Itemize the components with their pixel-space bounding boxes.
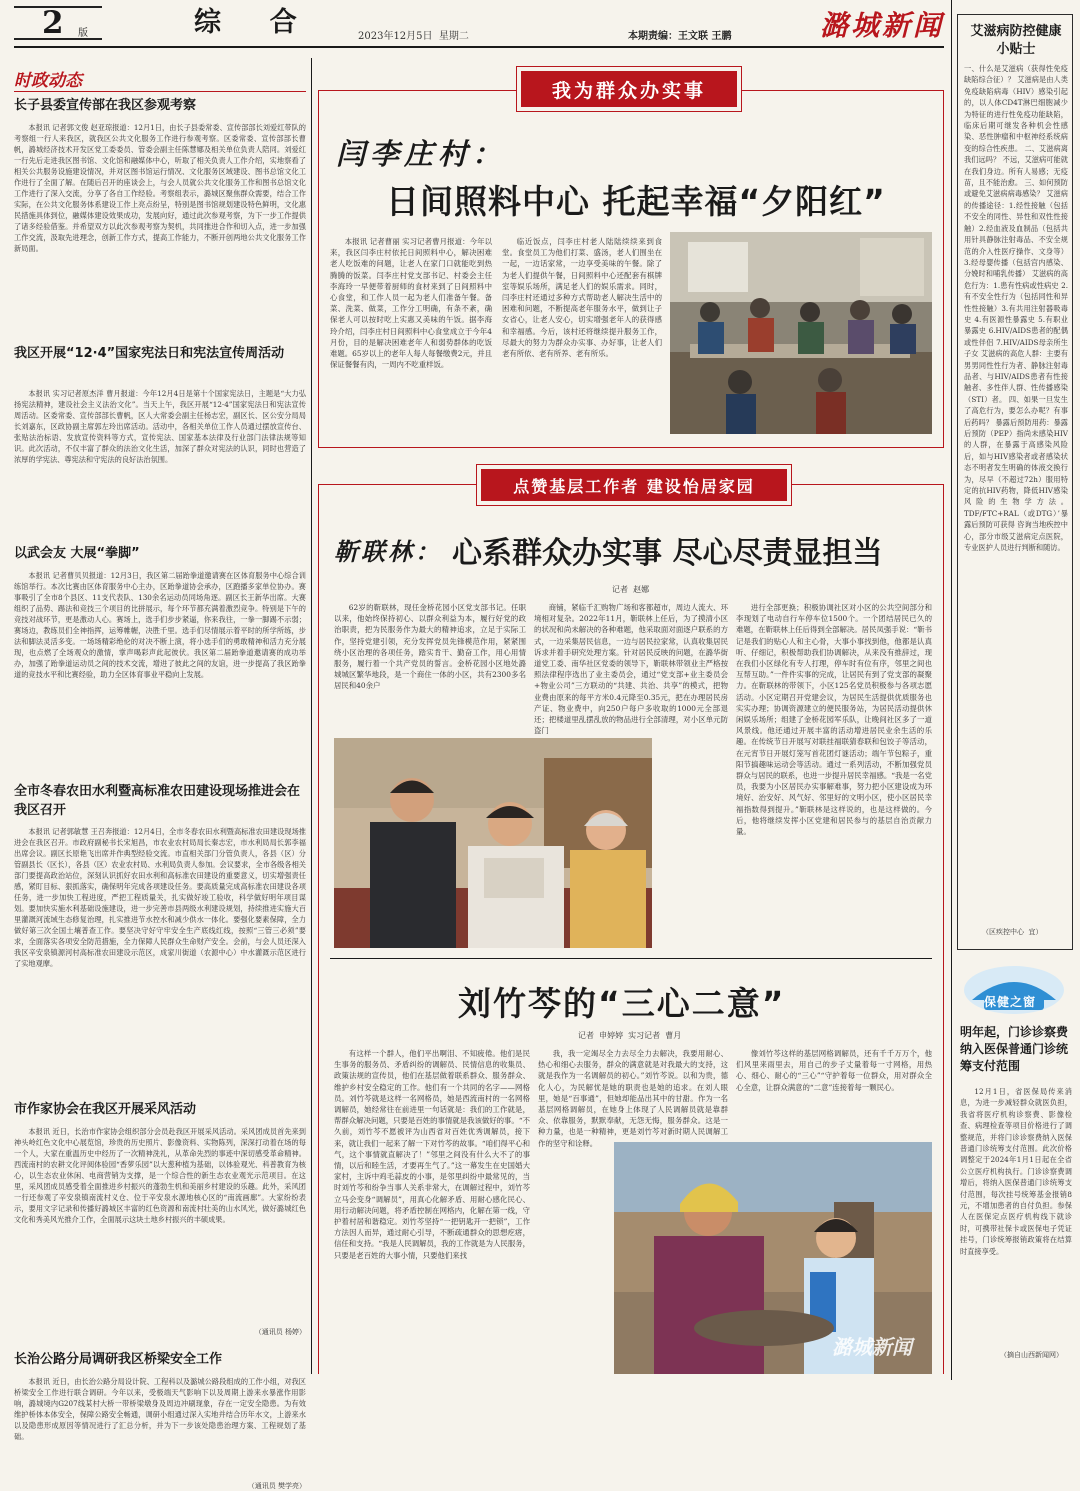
left-article-body: 本报讯 记者郭文俊 赵亚琼报道：12月1日，由长子县委常委、宣传部部长刘爱红带队的考察组一行人来我区，就我区公共文化服务工作进行参观考察。区委常委、宣传部部长曹帆，潞城经济技术开发区党工委委员、管委会副主任陈慧娜及相关单位负责人陪同。刘爱红一行先后走进我区图书馆、文化馆和融媒体中心，听取了相关负责人工作介绍，实地察看了相关公共服务设施建设情况，并对区图书馆运行情况、文化服务区域建设、图书总馆文化工作进行了全面了解。在随后召开的座谈会上，与会人员就公共文化服务工作和图书总馆文化工作进行了深入交流，分享了各自工作经验。考察组表示，潞城区聚焦群众需要，结合工作实际，在公共文化服务体系建设工作上亮点纷呈，特别是图书馆规划建设特色鲜明，文化惠民措施具体到位，融媒体建设效果成功，发展向好，通过此次参观考察，为下一步工作提供了诸多经验借鉴。并希望双方以此次参观考察为契机，共同推进合作和切入点，进一步加强工作交流，汲取先进理念，创新工作方式，提高工作能力，不断开创两地公共文化服务工作新局面。	[14, 123, 306, 253]
article-liuzhuqin-col3: 像刘竹芩这样的基层网格调解员，还有千千万万个，他们风里来雨里去，用自己的步子丈量着每一寸网格，用热心、细心、耐心的“三心”“守护着每一位群众，用对群众全心全意，让群众满意的“二意”连接着每一颗民心。	[736, 1049, 932, 1092]
left-article-title: 全市冬春农田水利暨高标准农田建设现场推进会在我区召开	[14, 784, 301, 818]
section-title: 综 合	[194, 7, 307, 38]
masthead-rule	[14, 46, 944, 48]
left-article	[14, 1100, 306, 1337]
article-jinlianlin-col3: 进行全部更换；积极协调社区对小区的公共空间部分和李现划了电动自行车停车位1500个。一个团结居民已久的难题，在靳联林上任后得到全部解决。居民凤强手说：“靳书记是我们的贴心人和主心骨，大事小事找到他，他都是认真听、仔细记，积极帮助我们协调解决，从来没有推辞过，现在我们小区绿化有专人打理，停车时有位有序，邻里之间也互帮互助。”一件件实事的完成，让居民有到了党支部的凝聚力。在靳联林的带领下，小区125名党员积极参与各项志愿活动。小区定期召开党建会议，为居民生活提供优质服务也实实办理；协调资源建立的便民服务站，为居民活动提供休闲娱乐场所；组建了金桥花园军乐队，让晚间社区多了一道风景线。他还通过开展丰富的活动增进居民业余生活的乐趣。在传统节日开展写对联挂福联猜春联和包饺子等活动，在元宵节日开展灯笼写首花团灯谜活动；端午节包粽子，重阳节搞趣味运动会等活动。通过一系列活动，不断加强党员群众与居民的联系，也进一步提升居民幸福感。“我是一名党员，我要为小区居民办实事解难事，努力把小区建设成为环境好、治安好、风气好、邻里好的文明小区，使小区居民幸福指数得到提升。”靳联林是这样说的，也是这样做的。今后，他将继续发挥小区党建和居民参与的基层自治贡献力量。	[736, 603, 932, 837]
health-logo: 保健之窗	[958, 960, 1070, 1018]
page-number-suffix: 版	[78, 28, 88, 39]
left-article	[14, 782, 306, 1076]
kicker-yanlizhuang: 闫李庄村：	[336, 137, 507, 171]
byline-liuzhuqin: 记者 申婷婷 实习记者 曹月	[578, 1031, 682, 1040]
watermark: 潞城新闻	[832, 1335, 912, 1359]
photo-liuzhuqin-mediation	[614, 1142, 932, 1374]
left-article	[14, 344, 306, 530]
photo-dining-elders	[670, 232, 932, 434]
medicare-article-credit: （摘自山西新闻网）	[1000, 1351, 1063, 1359]
kicker-jinlianlin: 靳联林：	[334, 537, 442, 566]
medicare-article-title: 明年起，门诊诊察费纳入医保普通门诊统筹支付范围	[960, 1025, 1069, 1073]
article-liuzhuqin-col1: 有这样一个群人，他们平出啊泪、不知疲倦。他们是民生事务的服务员、矛盾纠纷的调解员、民情信息的收集员、政策法规的宣传员，他们在基层做着联系群众、服务群众、维护乡村安全稳定的工作。他们有一个共同的名字——网格员。刘竹芩就是这样一名网格员，她是西流南村的一名网格调解员，她经常往在前进里一句话就是：我们的工作就是，帮群众解决问题，只要是百姓的事情就是我该做好的事。“不久前，刘竹芩不愿被评为山西省对百姓优秀调解员，接下来，就让我们一起来了解一下对竹芩的故事。“咱们得平心和气，这个事情就直解决了！”邻里之间没有什么大不了的事情，以后和睦生活，才要再生气了。”这一幕发生在史国婚大家村，主诉中鸡毛蒜皮的小事，是邻里纠纷中最常见的，当时刘竹芩和纷争当事人关系非常大，在调解过程中，刘竹芩立马会变身“调解员”，用真心化解矛盾、用耐心感化民心、用行动解决问题，将矛盾控制在网格内，化解在第一线，守护着村居和谐稳定。刘竹芩坚持“一把钥匙开一把锁”，工作方法因人而异，通过耐心引导，不断疏通群众的思想疙瘩，信任和支持。“我是人民调解员，我的工作就是为人民服务，只要是老百姓的大事小情，只要他们来找	[334, 1049, 530, 1260]
left-article-body: 本报讯 近日，由长治公路分局设计院、工程科以及潞城公路段组成的工作小组，对我区桥梁安全工作进行联合调研。今年以来，受极端天气影响下以及周期上游来水暴涨作用影响，潞城境内G207线某村大桥一带桥梁墩身及周边冲刷现象，存在一定安全隐患。为有效维护桥体本体安全，保障公路安全畅通，调研小组通过深入实地并结合历年水文，上游来水以及隐患形成原因等情况进行了汇总分析，并为下一步该处隐患治理方案、工程规划了基础。	[14, 1377, 306, 1441]
date-weekday: 2023年12月5日 星期二	[358, 31, 469, 42]
section3-top-rule	[330, 958, 932, 959]
headline-care-center: 日间照料中心 托起幸福“夕阳红”	[386, 182, 886, 221]
left-article	[14, 544, 306, 768]
left-article-body: 本报讯 记者郭敏慧 王召奔报道：12月4日，全市冬春农田水利暨高标准农田建设现场推进会在我区召开。市政府副秘书长宋旭昌，市农业农村局局长秦志宏，市水利局局长郭李福出席会议。副区长原艳飞出席并作典型经验交流。市直相关部门分管负责人，各县（区）分管副县长（区长），各县（区）农业农村局、水利局负责人参加。会议要求，全市各级各相关部门要提高政治站位，深刻认识抓好农田水利和高标准农田建设的重要意义，切实增强责任感，紧盯目标、狠抓落实，确保明年完成各项建设任务。要高质量完成高标准农田建设各项任务，进一步加快工程进度，严把工程质量关，扎实做好竣工验收，科学做好明年项目谋划。要加快实施水利基础设施建设，进一步完善市县两级水利建设规划，持续推进实施大百里灌溉河流域生态修复治理，扎实推进节水控水和减少供水一体化。要强化要素保障，全力做好第三次全国土壤普查工作。要坚决守好守牢安全生产底线红线，按照“三管三必须”要求，全面落实各项安全防范措施，全力保障人民群众生命财产安全。会前，与会人员还深入我区辛安泉镇源河村高标准农田建设示范区，成家川街道（农源中心）中水灌溉示范区进行了实地观摩。	[14, 827, 306, 968]
banner-service: 我为群众办实事	[516, 66, 742, 112]
article-jinlianlin-col2a: 商铺，紧临千汇购物广场和客都超市，周边人流大、环境相对复杂。2022年11月，靳联林上任后，为了摸清小区的状况和尚未解决的各种难题，他采取面对面逐户联系的方式，一边采集居民信息，一边与居民拉家常，认真收集居民诉求并着手研究处理方案。针对居民反映的问题，在潞华街道党工委、南华社区党委的领导下，靳联林带领业主严格按照法律程序选出了业主委员会，通过“党支部+业主委员会+物业公司”三方联动的“共建、共治、共享”的模式，把物业费由原来的每平方米0.4元降至0.35元，把在办理居民房产证、物业费中，向250户每户多收取的1000元全部退还；把楼道里乱摆乱放的物品进行全部清理，对小区单元防盗门	[534, 603, 728, 736]
article-body-1: 本报讯 记者曹丽 实习记者曹月报道：今年以来，我区闫李庄村依托日间照料中心，解决困难老人吃饭难的问题，让老人在家门口就能吃到热腾腾的饭菜。闫李庄村党支部书记、村委会主任李海玲一早便带着厨师的食材来到了日间照料中心食堂，和工作人员一起为老人们准备午餐。备菜、洗菜、做菜，工作分工明确，有条不紊，确保老人可以按时吃上实惠又美味的午饭。据李海玲介绍，闫李庄村日间照料中心食堂成立于今年4月份，目的是解决困难老年人和弱势群体的吃饭难题。65岁以上的老年人每人每餐缴费2元，并且保证餐餐有肉，一周内不吃重样饭。	[330, 237, 492, 370]
left-column	[14, 58, 306, 1490]
left-divider	[311, 58, 312, 1374]
banner-workers: 点赞基层工作者 建设怡居家园	[476, 464, 792, 506]
medicare-article-text: 12月1日，省医保局传来消息，为进一步减轻群众就医负担，我省将医疗机构诊察费、影像检查、病理检查等项目价格进行了调整规范，并将门诊诊察费纳入医保普通门诊统筹支付范围。此次价格调整定于2024年1月1日起在全省公立医疗机构执行。门诊诊察费调增后，将纳入医保普通门诊统筹支付范围，每次挂号统筹基金报销8元，不增加患者的自付负担。参保人在医保定点医疗机构线下就诊时，可携带社保卡或医保电子凭证挂号，门诊统筹报销政策将在结算时直接享受。	[960, 1087, 1072, 1256]
left-article-title: 我区开展“12·4”国家宪法日和宪法宣传周活动	[14, 346, 285, 361]
brand-logo: 潞城新闻	[820, 9, 945, 42]
left-article-title: 长子县委宣传部在我区参观考察	[14, 98, 197, 113]
article-liuzhuqin-col2: 我，我一定竭尽全力去尽全力去解决，我要用耐心、热心和细心去服务，群众的满意就是对我最大的支持，这就是我作为一名调解员的初心。”刘竹芩说。以和为贵，德化人心，为民解忧是她的职责也是她的追求。在刘人眼里，她是“百事通”，但她却能品出其中的甘甜。作为一名基层网格调解员，在她身上体现了人民调解员就是靠群众、依靠服务，默默奉献，无怨无悔，服务群众。这是一种力量，也是一种精神，更是刘竹芩对新时期人民调解工作的坚守和诠释。	[538, 1049, 728, 1148]
headline-liuzhuqin: 刘竹芩的“三心二意”	[458, 984, 786, 1023]
article-jinlianlin-col1: 62岁的靳联林，现任金桥花园小区党支部书记。任职以来，他始终保持初心、以群众利益为本，履行好党的政治职责，把为民服务作为最大的精神追求，立足于实际工作，坚持党建引领，充分发挥党员先锋模范作用，紧紧围绕小区治理的各项任务，踏实肯干、勤奋工作，用心用情服务，履行着一个共产党员的誓言。金桥花园小区地处潞城城区繁华地段，是一个商住一体的小区，共有2300多名居民和40余户	[334, 603, 526, 691]
health-tips-text: 一、什么是艾滋病（获得性免疫缺陷综合征）？ 艾滋病是由人类免疫缺陷病毒（HIV）感染引起的，以人体CD4T淋巴细胞减少为特征的进行性免疫功能缺陷，临床后期可继发各种机会性感染、恶性肿瘤和中枢神经系统病变的综合性疾患。 二、艾滋病离我们远吗？ 不远，艾滋病可能就在我们身边。所有人易感；无疫苗，且不能治愈。 三、如何预防或避免艾滋病病毒感染？ 艾滋病的传播途径：1.经性接触（包括不安全的同性、异性和双性性接触）2.经血液及血制品（包括共用针具静脉注射毒品、不安全规范的介入性医疗操作、文身等）3.经母婴传播（包括宫内感染、分娩时和哺乳传播） 艾滋病的高危行为：1.患有性病或性病史 2.有不安全性行为（包括同性和异性性接触）3.有共用注射器吸毒史 4.有医源性暴露史 5.有职业暴露史 6.HIV/AIDS患者的配偶或性伴侣 7.HIV/AIDS母亲所生子女 艾滋病的高危人群：主要有男男同性性行为者、静脉注射毒品者、与HIV/AIDS患者有性接触者、多性伴人群、性传播感染（STI）者。 四、如果一旦发生了高危行为，要怎么办呢？有事后药吗？ 暴露后预防用药：暴露后预防（PEP）指尚未感染HIV的人群，在暴露于高感染风险后，如与HIV感染者或者感染状态不明者发生明确的体液交换行为，尽早（不超过72h）服用特定的抗HIV药物，降低HIV感染风险的生物学方法。TDF/FTC+RAL（或DTG）’暴露后预防可获得 咨询当地疾控中心，部分市级艾滋病定点医院，专业医护人员进行判断和随访。	[964, 64, 1068, 553]
byline-jinlianlin: 记者 赵娜	[612, 585, 650, 594]
page-number: 2	[42, 5, 64, 41]
headline-jinlianlin: 心系群众办实事 尽心尽责显担当	[452, 536, 883, 571]
left-article-title: 市作家协会在我区开展采风活动	[14, 1102, 197, 1117]
left-article-credit: （通讯员 樊学亮）	[247, 1482, 306, 1490]
right-divider	[951, 0, 952, 1380]
health-tips-credit: （区疾控中心 宜）	[982, 928, 1043, 936]
health-tips-title: 艾滋病防控健康小贴士	[970, 24, 1062, 57]
left-article-credit: （通讯员 杨婷）	[254, 1328, 306, 1336]
editors: 本期责编：王文联 王鹏	[628, 31, 732, 42]
photo-jinlianlin-residents	[334, 738, 652, 948]
left-article-title: 以武会友 大展“拳脚”	[14, 546, 140, 561]
left-article-body: 本报讯 近日，长治市作家协会组织部分会员赴我区开展采风活动。采风团成员首先来到神头岭红色文化中心展览馆，珍贵的历史照片、影像资料、实物陈列，深深打动着在场的每一个人，大家在重温历史中经历了一次精神洗礼，从革命先烈的事迹中深切感受革命精神。西流南村的农耕文化评阅体验园“香萝乐园”以大葱种植为基础，以体验观光、科普教育为核心，以生态农业休闲、电商营销为支撑，是一个综合性的新生态农业观光示范项目。在这里，采风团成员感受着全面推进乡村振兴的蓬勃生机和美丽乡村建设的乐趣。此外，采风团一行还参观了辛安泉镇南流村义仓、位于辛安泉水源地核心区的“南流画廊”。大家纷纷表示，要用文字记录和传播好潞城区丰富的红色资源和南流村壮美的山水风光，做好潞城红色文化和秀美风光推介工作，全面展示这块土地乡村振兴的丰硕成果。	[14, 1127, 306, 1224]
section-tag: 时政动态	[14, 64, 306, 92]
left-article	[14, 96, 306, 330]
left-article	[14, 1350, 306, 1491]
health-tips-box	[957, 14, 1073, 950]
left-article-body: 本报讯 实习记者原杰洋 曹月报道：今年12月4日是第十个国家宪法日，主题是“大力弘扬宪法精神，建设社会主义法治文化”。当天上午，我区开展“12·4”国家宪法日和宪法宣传周活动。区委常委、宣传部部长曹帆，区人大常委会副主任杨志宏，副区长、区公安分局局长刘嘉东，区政协副主席郭左玲出席活动。活动中，各相关单位工作人员通过摆放宣传台、张贴法治标语、发放宣传资料等方式，宣传宪法、国家基本法律及行业部门法律法规等知识。此次活动，不仅丰富了群众的法治文化生活，加深了群众对宪法的认识，同时也营造了浓厚的学宪法、尊宪法和守宪法的良好法治氛围。	[14, 389, 306, 464]
left-article-body: 本报讯 记者曹贝贝报道：12月3日，我区第二届跆拳道邀请赛在区体育服务中心综合训练馆举行。本次比赛由区体育服务中心主办，区跆拳道协会承办，区跑播多家单位协办。赛事吸引了全市8个县区、11支代表队、130余名运动员同场角逐。副区长王新华出席。大赛组织了品势、踢法和竞技三个项目的比拼展示，每个环节都充满着激烈竞争。特别是下午的竞技对战环节，更是激动人心。赛场上，选手们步步紧逼，你来我往，一拳一脚踢不示弱；赛场边，教练员们全神指挥，运筹帷幄，决胜千里。选手们尽情展示着平时的所学所练，步法和脚法灵活多变。一场场精彩绝伦的对决不断上演，将小选手们的勇敢精神和活力充分展现，也点燃了全场观众的激情，掌声喝彩声此起彼伏。我区第二届跆拳道邀请赛的成功举办，加强了跆拳道运动员之间的技术交流，增进了彼此之间的友谊，进一步提高了我区跆拳道的竞技水平和比赛经验，助力全区体育事业平稳向上发展。	[14, 571, 306, 679]
article-body-2: 临近饭点，闫李庄村老人陆陆续续来到食堂。食堂员工为他们打菜、盛汤，老人们围坐在一起，一边话家常，一边享受美味的午餐。除了为老人们提供午餐，日间照料中心还配套有棋牌室等娱乐场所，满足老人们的娱乐需求。同时，闫李庄村还通过多种方式帮助老人解决生活中的困难和问题，不断提高老年服务水平，做到让子女省心，让老人安心，切实增强老年人的获得感和幸福感。今后，该村还将继续提升服务工作，尽最大的努力为群众办实事、办好事，让老人们老有所依、老有所养、老有所乐。	[502, 237, 662, 359]
left-article-title: 长治公路分局调研我区桥梁安全工作	[14, 1352, 223, 1367]
